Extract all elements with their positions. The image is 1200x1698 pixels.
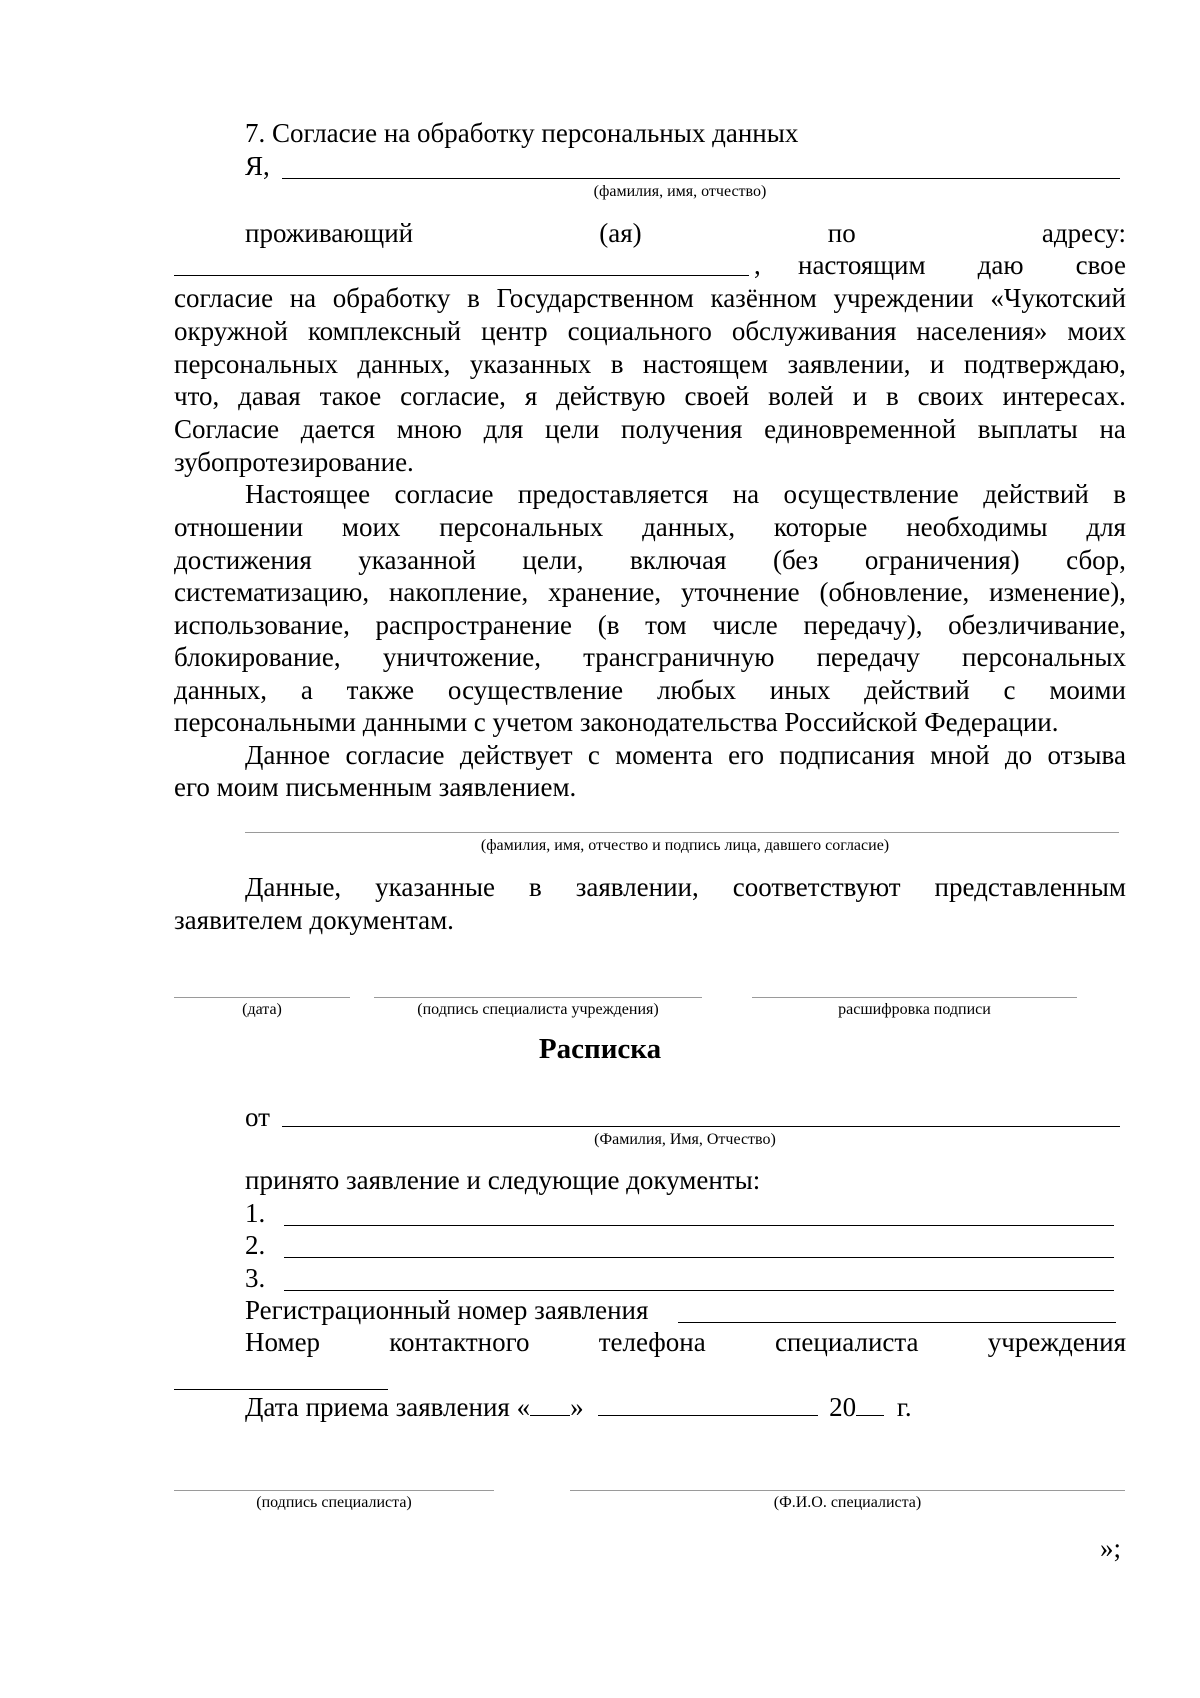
address-field-line [174,275,749,276]
document-item-1-line [284,1225,1114,1226]
spec-fio-line [570,1490,1125,1491]
word: интересах. [1002,381,1126,412]
word: контактного [389,1327,530,1357]
word: использование, [174,609,350,640]
word: изменение), [989,577,1126,607]
word: действий [864,674,970,705]
word: даю [977,250,1024,280]
word: учреждения [987,1327,1126,1357]
word: подтверждаю, [963,348,1126,379]
word: любых [656,674,736,705]
word: выплаты [977,414,1078,445]
year-suffix: г. [896,1392,912,1422]
word: согласие, [400,381,506,412]
word: момента [615,740,713,770]
month-field [598,1393,818,1416]
word: действует [459,740,573,770]
word: обслуживания [731,315,897,346]
spec-signature-line [174,1490,494,1491]
word: (без [772,544,819,575]
word: Государственном [496,283,694,313]
validity-paragraph-first-line [245,739,1126,772]
word: согласие [174,283,274,313]
word: Номер [245,1327,321,1357]
word: специалиста [774,1327,919,1357]
from-label: от [245,1102,270,1132]
word: с [587,740,600,770]
word: и [929,348,945,379]
word: ограничения) [864,544,1020,575]
word: своих [917,381,984,412]
word: указанных [469,348,592,379]
word: которые [773,512,868,542]
address-line [245,217,1126,250]
word: социального [567,315,712,346]
signature-decode-line [752,997,1077,998]
paragraph-line [174,413,1126,446]
verification-last-line: заявителем документам. [174,905,454,935]
word: осуществление [783,479,959,509]
word: также [346,674,415,705]
date-open: Дата приема заявления « [245,1392,531,1422]
word: (ая) [599,218,642,248]
closing-mark: »; [1100,1533,1122,1563]
word: действую [556,381,666,412]
word: его [728,740,765,770]
paragraph-line [174,609,1126,642]
word: с [1003,674,1016,705]
spec-fio-caption: (Ф.И.О. специалиста) [773,1494,922,1511]
word: адресу: [1041,218,1126,248]
word: свое [1075,250,1126,280]
paragraph-line [174,511,1126,544]
spec-signature-caption: (подпись специалиста) [256,1494,412,1511]
word: в [885,381,899,412]
word: дается [300,414,376,445]
paragraph-line [174,641,1126,674]
date-received-label [245,1391,912,1423]
year-prefix: 20 [829,1392,857,1422]
paragraph-line [174,544,1126,577]
year-field [856,1393,884,1416]
document-item-2: 2. [245,1230,266,1260]
paragraph-line [174,348,1126,381]
word: на [289,283,317,313]
word: по [827,218,856,248]
word: цели [544,414,600,445]
word: казённом [710,283,817,313]
word: своей [684,381,750,412]
word: накопление, [388,577,529,607]
word: блокирование, [174,642,341,672]
word: необходимы [906,512,1048,542]
word: представленным [934,872,1126,902]
registration-number-label: Регистрационный номер заявления [245,1295,649,1325]
word: давая [238,381,301,412]
word: моих [1067,315,1126,346]
word: передачу [816,642,920,672]
word: телефона [598,1327,706,1357]
paragraph-line [174,380,1126,413]
paragraph-line [174,282,1126,315]
word: обезличивание, [948,609,1126,640]
word: центр [481,315,548,346]
fio-line [282,178,1120,179]
word: и [852,381,868,412]
word: настоящем [642,348,769,379]
word: достижения [174,544,312,575]
word: действий [983,479,1089,509]
word: числе [712,609,778,640]
word: уничтожение, [382,642,541,672]
consent-line-end [798,249,1126,282]
word: моими [1049,674,1126,705]
word: (обновление, [819,577,970,607]
word: сбор, [1066,544,1126,575]
document-item-2-line [284,1257,1114,1258]
date-caption: (дата) [242,1001,282,1018]
word: до [1004,740,1033,770]
word: заявлении, [575,872,699,902]
specialist-signature-line [374,997,702,998]
word: а [300,674,313,705]
word: единовременной [764,414,957,445]
word: хранение, [548,577,662,607]
word: проживающий [245,218,414,248]
registration-number-line [678,1322,1116,1323]
word: в [610,348,624,379]
word: мною [396,414,462,445]
day-field [530,1393,570,1416]
word: трансграничную [583,642,775,672]
word: указанной [358,544,476,575]
word: для [1086,512,1126,542]
paragraph-last-line: персональными данными с учетом законодательства Российской Федерации. [174,707,1059,737]
word: цели, [522,544,584,575]
word: отзыва [1047,740,1126,770]
word: Данные, [245,872,342,902]
phone-field-line [174,1389,388,1390]
date-line [174,997,350,998]
word: данных, [642,512,736,542]
word: «Чукотский [990,283,1126,313]
word: согласие [345,740,445,770]
specialist-signature-caption: (подпись специалиста учреждения) [417,1001,659,1018]
word: подписания [779,740,915,770]
paragraph-last-line: зубопротезирование. [174,447,414,477]
word: обработку [332,283,451,313]
processing-paragraph-first-line [245,478,1126,511]
signature-line [245,832,1119,833]
word: в [467,283,480,313]
signature-decode-caption: расшифровка подписи [838,1001,991,1018]
word: учреждении [833,283,974,313]
word: указанные [375,872,496,902]
word: данных, [174,674,268,705]
word: на [1099,414,1126,445]
i-label: Я, [245,151,270,181]
word: мной [930,740,990,770]
word: настоящим [798,250,926,280]
word: для [483,414,524,445]
paragraph-line [174,315,1126,348]
word: окружной [174,315,288,346]
section-heading: 7. Согласие на обработку персональных данных [245,118,799,148]
word: Данное [245,740,331,770]
word: что, [174,381,220,412]
word: предоставляется [517,479,709,509]
signature-caption: (фамилия, имя, отчество и подпись лица, давшего согласие) [480,837,890,854]
word: комплексный [307,315,462,346]
verification-first-line [245,871,1126,904]
date-close: » [570,1392,584,1422]
word: персональных [439,512,604,542]
word: Настоящее [245,479,371,509]
word: заявлении, [787,348,911,379]
word: Согласие [174,414,280,445]
word: моих [341,512,401,542]
document-item-3-line [284,1290,1114,1291]
paragraph-last-line: его моим письменным заявлением. [174,772,577,802]
paragraph-line [174,576,1126,609]
paragraph-line [174,674,1126,707]
phone-line [245,1326,1126,1359]
word: иных [769,674,831,705]
word: согласие [394,479,494,509]
comma: , [754,250,761,280]
word: персональных [962,642,1126,672]
fio-caption: (фамилия, имя, отчество) [593,183,767,200]
word: передачу), [803,609,923,640]
word: такое [319,381,382,412]
word: в [529,872,542,902]
word: я [524,381,538,412]
word: том [645,609,687,640]
receipt-title: Расписка [538,1033,662,1065]
word: населения» [916,315,1048,346]
word: соответствуют [732,872,901,902]
word: уточнение [681,577,800,607]
word: отношении [174,512,304,542]
word: на [732,479,760,509]
word: включая [630,544,727,575]
word: систематизацию, [174,577,370,607]
document-item-3: 3. [245,1263,266,1293]
word: получения [621,414,743,445]
accepted-documents: принято заявление и следующие документы: [245,1165,761,1195]
from-line [282,1126,1120,1127]
word: в [1113,479,1126,509]
word: данных, [357,348,451,379]
word: осуществление [447,674,624,705]
word: (в [597,609,620,640]
document-item-1: 1. [245,1198,266,1228]
from-caption: (Фамилия, Имя, Отчество) [594,1131,776,1148]
word: волей [768,381,834,412]
word: персональных [174,348,338,379]
word: распространение [375,609,573,640]
